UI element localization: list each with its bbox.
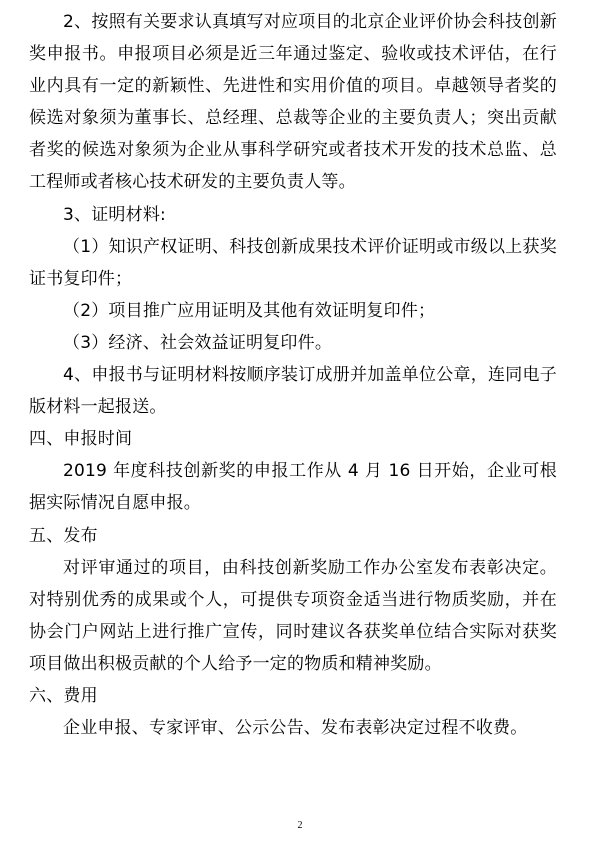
section-heading-release: 五、发布 (29, 525, 98, 546)
paragraph-application-form: 2、按照有关要求认真填写对应项目的北京企业评价协会科技创新奖申报书。申报项目必须是近三年通过鉴定、验收或技术评估，在行业内具有一定的新颖性、先进性和实用价值的项目。卓越领导者奖的候选对象须为董事长、总经理、总裁等企业的主要负责人；突出贡献者奖的候选对象须为企业从事科学研究或者技术开发的技术总监、总工程师或者核心技术研发的主要负责人等。 (29, 12, 557, 193)
paragraph-binding-submission: 4、申报书与证明材料按顺序装订成册并加盖单位公章，连同电子版材料一起报送。 (29, 365, 557, 418)
paragraph-proof-materials-title: 3、证明材料: (63, 204, 166, 225)
page-number: 2 (297, 820, 303, 831)
paragraph-proof-item-1: （1）知识产权证明、科技创新成果技术评价证明或市级以上获奖证书复印件； (29, 236, 557, 289)
paragraph-application-time: 2019 年度科技创新奖的申报工作从 4 月 16 日开始，企业可根据实际情况自愿申报。 (29, 461, 557, 514)
paragraph-release: 对评审通过的项目，由科技创新奖励工作办公室发布表彰决定。对特别优秀的成果或个人，可提供专项资金适当进行物质奖励，并在协会门户网站上进行推广宣传，同时建议各获奖单位结合实际对获奖项目做出积极贡献的个人给予一定的物质和精神奖励。 (29, 557, 557, 674)
section-heading-fees: 六、费用 (29, 685, 98, 706)
paragraph-proof-item-2: （2）项目推广应用证明及其他有效证明复印件； (63, 300, 436, 321)
paragraph-proof-item-3: （3）经济、社会效益证明复印件。 (63, 332, 333, 353)
section-heading-application-time: 四、申报时间 (29, 429, 133, 450)
document-body (29, 6, 557, 744)
paragraph-fees: 企业申报、专家评审、公示公告、发布表彰决定过程不收费。 (63, 718, 528, 739)
